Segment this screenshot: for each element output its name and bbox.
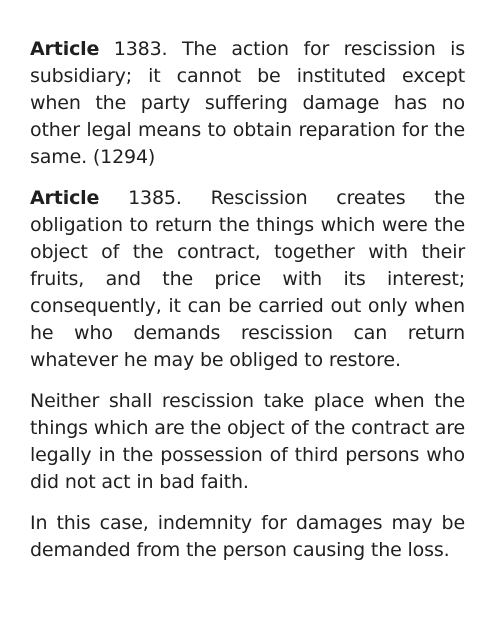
- article-1385-paragraph: [30, 185, 465, 374]
- article-label: Article: [30, 38, 100, 60]
- indemnity-text: In this case, indemnity for damages may be demanded from the person causing the loss.: [30, 512, 465, 561]
- article-1385-text: 1385. Rescission creates the obligation to return the things which were the object of the contract, together with their fruits, and the price with its interest; consequently, it can be carried out only when he who demands rescission can return whatever he may be obliged to restore.: [30, 187, 465, 371]
- document-page: [30, 36, 465, 578]
- third-persons-paragraph: [30, 388, 465, 496]
- article-label: Article: [30, 187, 100, 209]
- article-1383-paragraph: [30, 36, 465, 171]
- indemnity-paragraph: [30, 510, 465, 564]
- third-persons-text: Neither shall rescission take place when the things which are the object of the contract are legally in the possession of third persons who did not act in bad faith.: [30, 390, 465, 493]
- article-1383-text: 1383. The action for rescission is subsidiary; it cannot be instituted except when the party suffering damage has no other legal means to obtain reparation for the same. (1294): [30, 38, 465, 168]
